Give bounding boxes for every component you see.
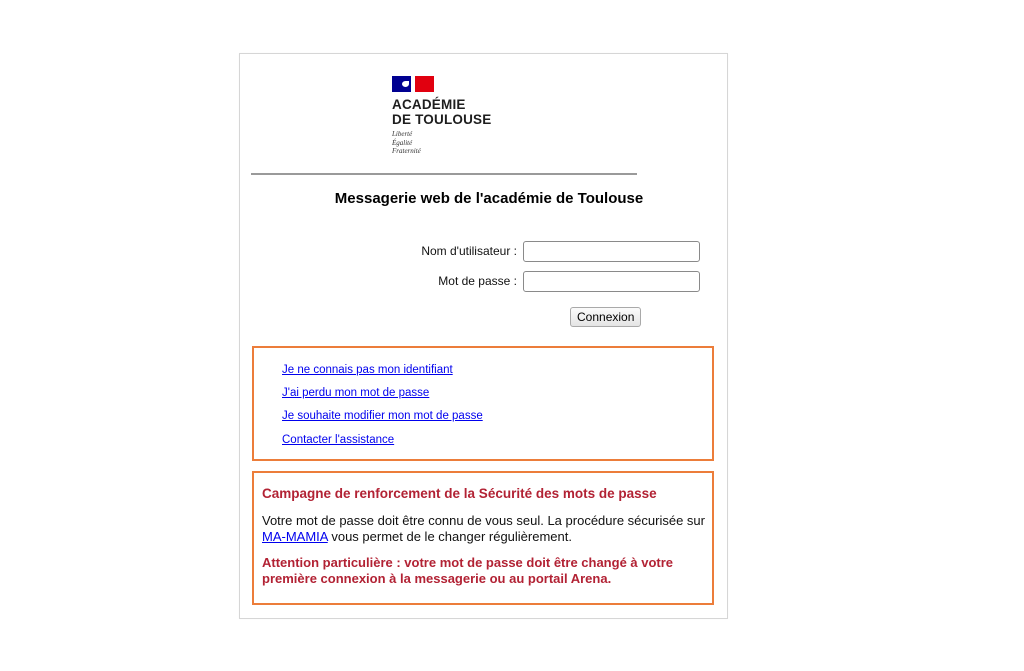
header-divider [251, 173, 637, 175]
academy-name-line2: DE TOULOUSE [392, 112, 492, 127]
password-input[interactable] [523, 271, 700, 292]
republic-motto [392, 130, 592, 156]
password-label: Mot de passe : [438, 274, 517, 288]
notice-title: Campagne de renforcement de la Sécurité des mots de passe [262, 486, 657, 501]
notice-body [262, 513, 712, 545]
marianne-flag-icon [392, 76, 434, 92]
notice-body-text-1: Votre mot de passe doit être connu de vous seul. La procédure sécurisée sur [262, 513, 705, 528]
academy-name-line1: ACADÉMIE [392, 97, 466, 112]
notice-body-text-2: vous permet de le changer régulièrement. [327, 529, 572, 544]
lost-password-link[interactable]: J'ai perdu mon mot de passe [282, 387, 430, 399]
motto-egalite: Égalité [392, 138, 413, 147]
motto-fraternite: Fraternité [392, 147, 421, 155]
motto-liberte: Liberté [392, 130, 413, 138]
ma-mamia-link[interactable]: MA-MAMIA [262, 529, 328, 544]
username-label: Nom d'utilisateur : [421, 244, 517, 258]
change-password-link[interactable]: Je souhaite modifier mon mot de passe [282, 410, 483, 422]
username-input[interactable] [523, 241, 700, 262]
forgot-username-link[interactable]: Je ne connais pas mon identifiant [282, 364, 453, 376]
help-links-box [252, 346, 714, 461]
login-button[interactable]: Connexion [570, 307, 641, 327]
academy-name [392, 97, 592, 127]
security-notice-box [252, 471, 714, 605]
notice-warning: Attention particulière : votre mot de passe doit être changé à votre première connexion à la messagerie ou au portail Arena. [262, 555, 674, 586]
contact-support-link[interactable]: Contacter l'assistance [282, 434, 395, 446]
page-title: Messagerie web de l'académie de Toulouse [334, 190, 644, 207]
login-panel [239, 53, 728, 619]
academy-logo [392, 76, 592, 156]
